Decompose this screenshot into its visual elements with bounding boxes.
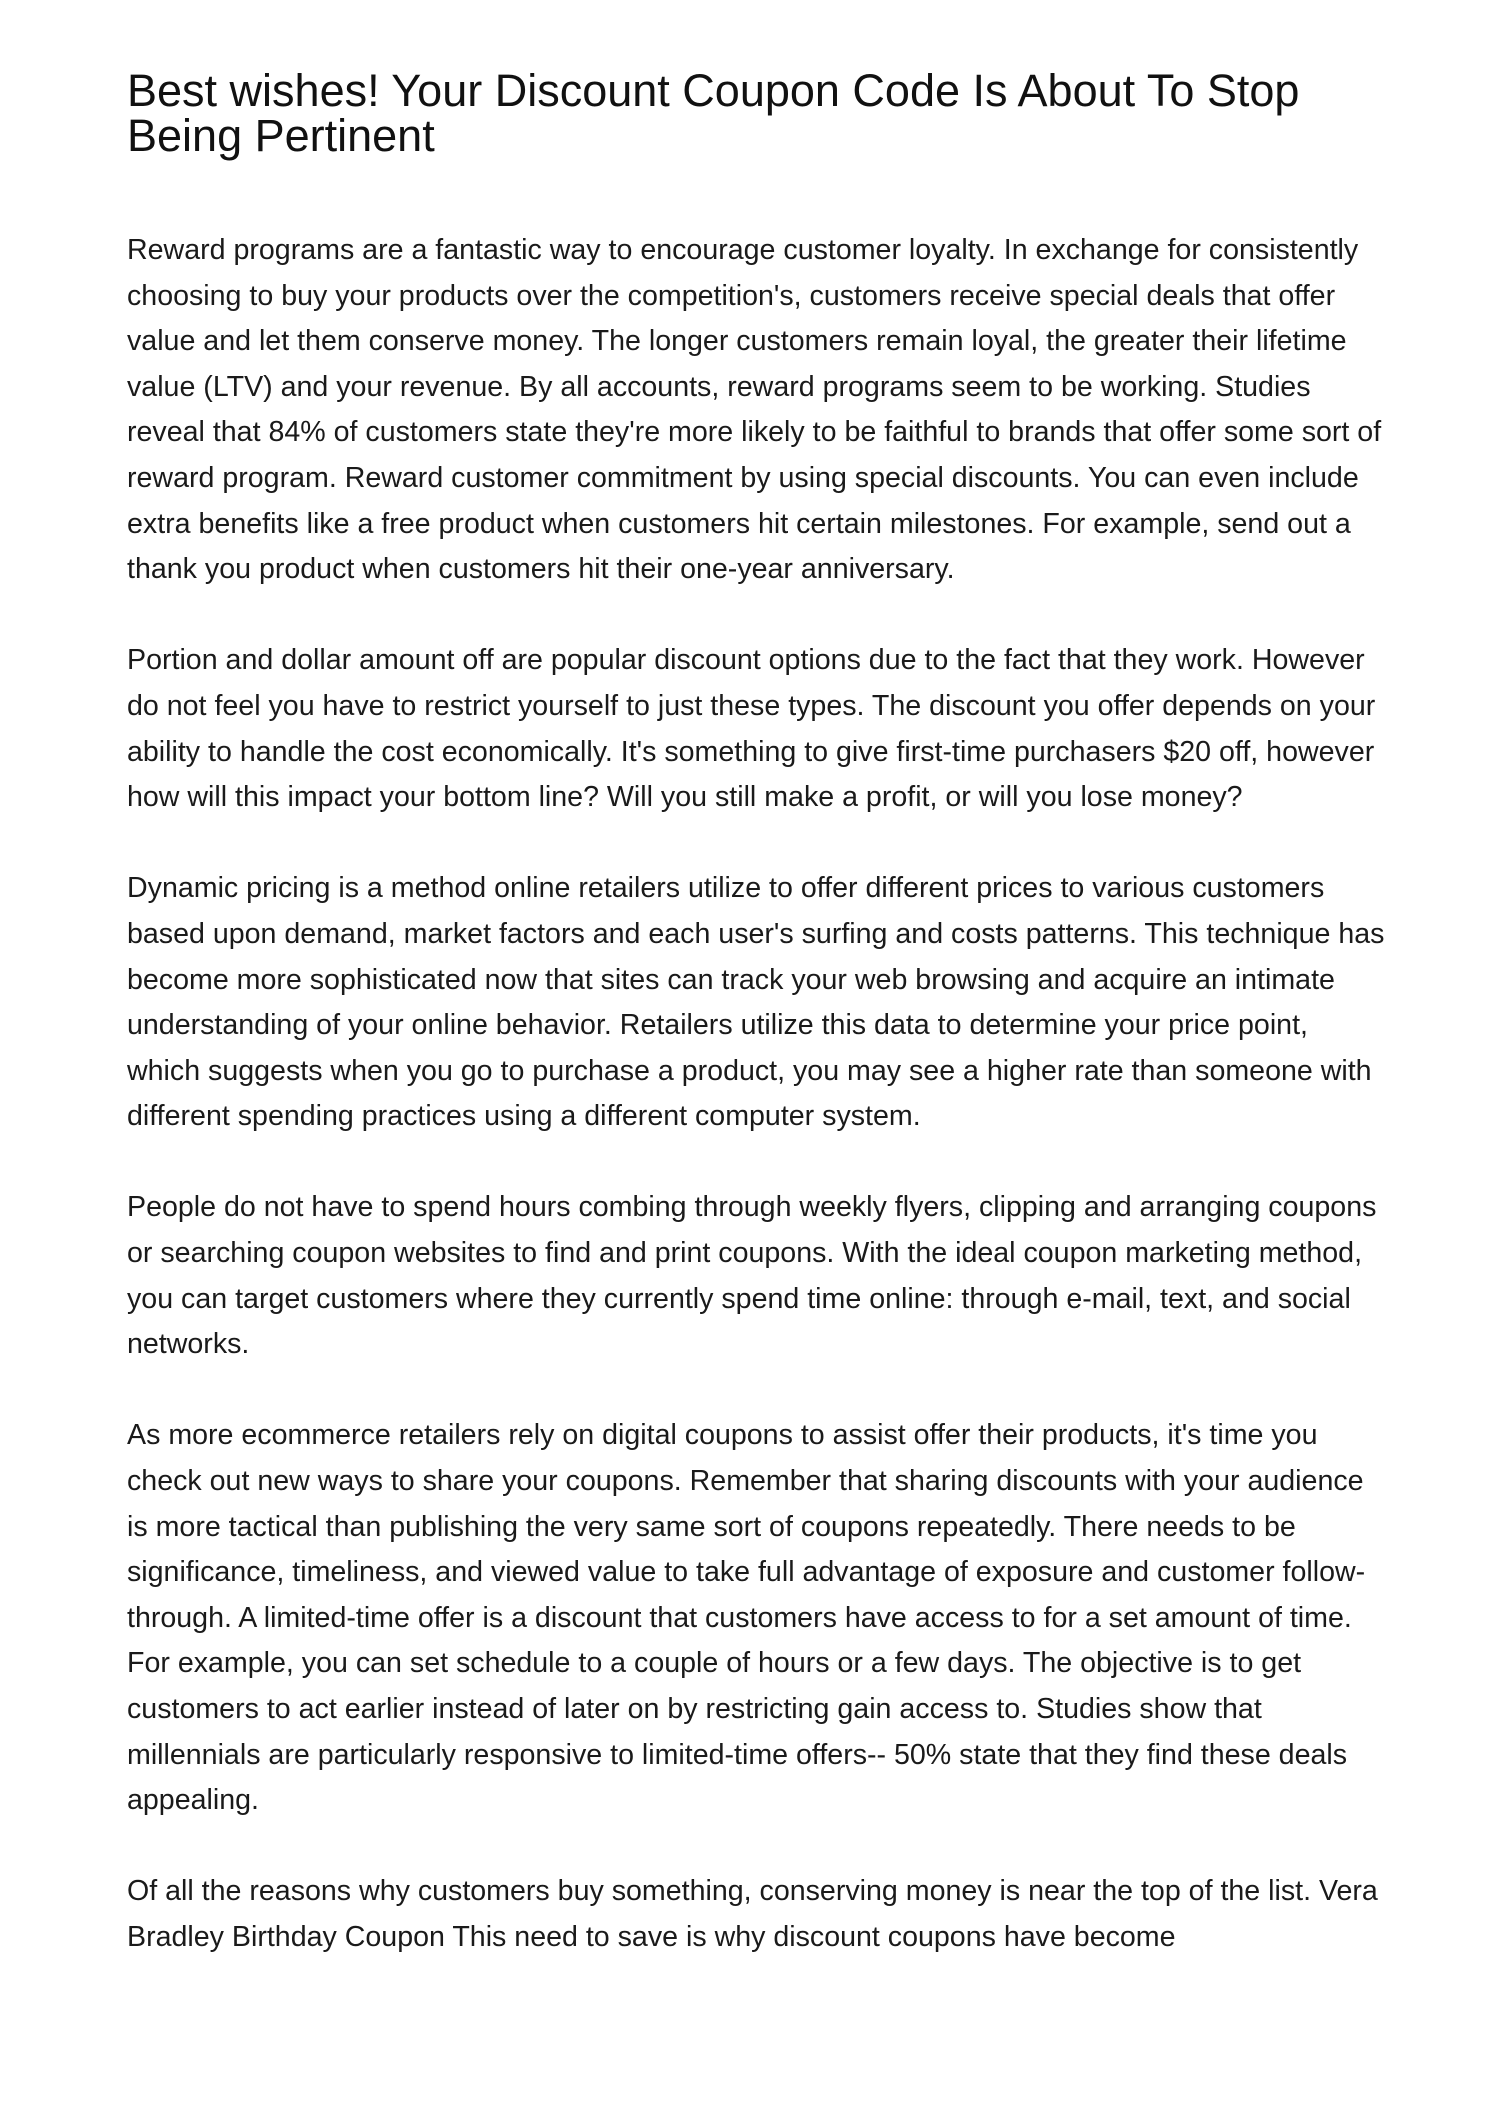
paragraph-1: Reward programs are a fantastic way to encourage customer loyalty. In exchange for consistently choosing to buy your products over the competition's, customers receive special deals that offer value and let them conserve money. The longer customers remain loyal, the greater their lifetime value (LTV) and your revenue. By all accounts, reward programs seem to be working. Studies reveal that 84% of customers state they're more likely to be faithful to brands that offer some sort of reward program. Reward customer commitment by using special discounts. You can even include extra benefits like a free product when customers hit certain milestones. For example, send out a thank you product when customers hit their one-year anniversary.	[127, 234, 1382, 586]
paragraph-2: Portion and dollar amount off are popular discount options due to the fact that they work. However do not feel you have to restrict yourself to just these types. The discount you offer depends on your ability to handle the cost economically. It's something to give first-time purchasers $20 off, however how will this impact your bottom line? Will you still make a profit, or will you lose money?	[127, 644, 1376, 814]
document-title: Best wishes! Your Discount Coupon Code Is About To Stop Being Pertinent	[127, 65, 1300, 161]
paragraph-4: People do not have to spend hours combing through weekly flyers, clipping and arranging coupons or searching coupon websites to find and print coupons. With the ideal coupon marketing method, you can target customers where they currently spend time online: through e-mail, text, and social networks.	[127, 1191, 1377, 1361]
paragraph-6: Of all the reasons why customers buy something, conserving money is near the top of the list. Vera Bradley Birthday Coupon This need to save is why discount coupons have become	[127, 1875, 1378, 1953]
paragraph-3: Dynamic pricing is a method online retailers utilize to offer different prices to various customers based upon demand, market factors and each user's surfing and costs patterns. This technique has become more sophisticated now that sites can track your web browsing and acquire an intimate understanding of your online behavior. Retailers utilize this data to determine your price point, which suggests when you go to purchase a product, you may see a higher rate than someone with different spending practices using a different computer system.	[127, 872, 1385, 1133]
paragraph-5: As more ecommerce retailers rely on digital coupons to assist offer their products, it's time you check out new ways to share your coupons. Remember that sharing discounts with your audience is more tactical than publishing the very same sort of coupons repeatedly. There needs to be significance, timeliness, and viewed value to take full advantage of exposure and customer follow-through. A limited-time offer is a discount that customers have access to for a set amount of time. For example, you can set schedule to a couple of hours or a few days. The objective is to get customers to act earlier instead of later on by restricting gain access to. Studies show that millennials are particularly responsive to limited-time offers-- 50% state that they find these deals appealing.	[127, 1419, 1366, 1817]
document-page	[127, 65, 1387, 2006]
document-body	[127, 228, 1387, 1961]
